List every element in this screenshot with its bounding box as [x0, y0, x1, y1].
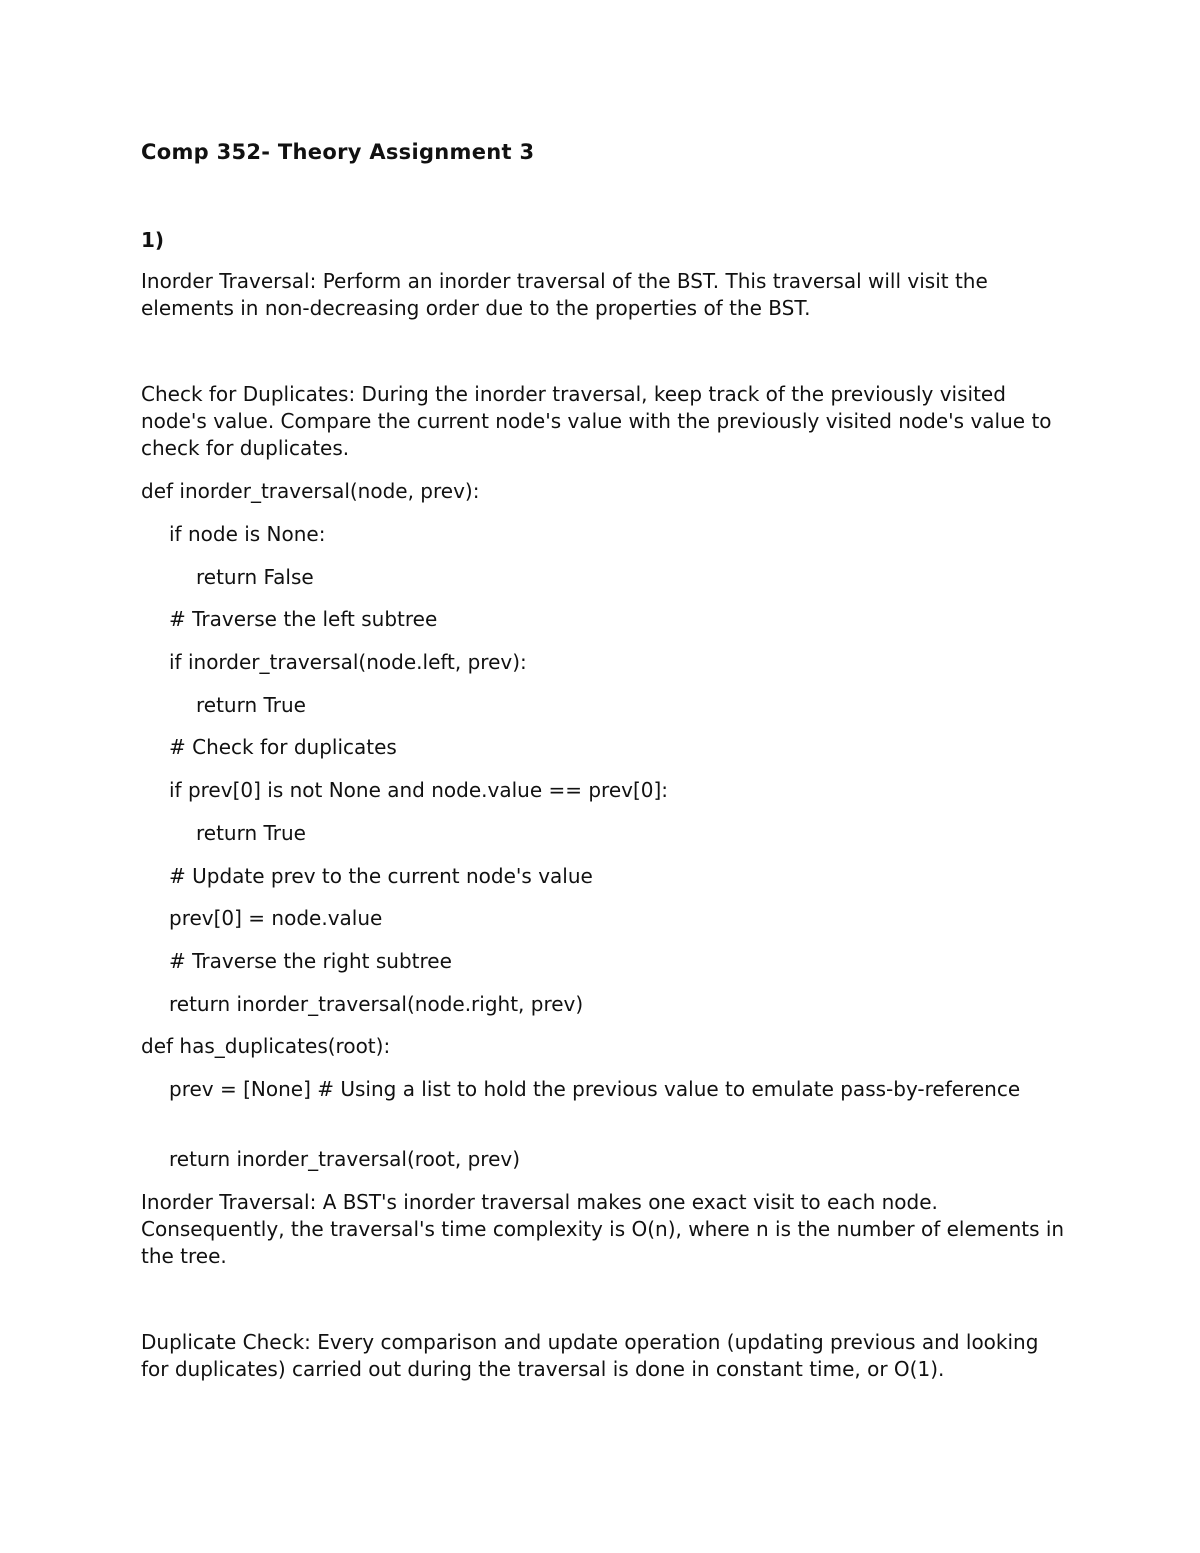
complexity-paragraph: Inorder Traversal: A BST's inorder traversal makes one exact visit to each node. Consequently, the traversal's time complexity is O(n), where n is the number of elements in the tree. — [141, 1190, 1065, 1268]
code-line-10: # Update prev to the current node's value — [169, 864, 593, 888]
code-line-8: if prev[0] is not None and node.value == prev[0]: — [169, 778, 669, 802]
code-line-14: def has_duplicates(root): — [141, 1034, 391, 1058]
code-line-6: return True — [196, 693, 306, 717]
code-line-15: prev = [None] # Using a list to hold the previous value to emulate pass-by-reference — [169, 1077, 1021, 1101]
document-title: Comp 352- Theory Assignment 3 — [141, 140, 535, 164]
code-line-11: prev[0] = node.value — [169, 906, 383, 930]
intro-paragraph: Inorder Traversal: Perform an inorder traversal of the BST. This traversal will visit the elements in non-decreasing order due to the properties of the BST. — [141, 269, 988, 320]
code-line-7: # Check for duplicates — [169, 735, 397, 759]
code-line-1: def inorder_traversal(node, prev): — [141, 479, 480, 503]
code-line-2: if node is None: — [169, 522, 326, 546]
code-line-9: return True — [196, 821, 306, 845]
code-line-16: return inorder_traversal(root, prev) — [169, 1147, 521, 1171]
question-number: 1) — [141, 228, 165, 252]
duplicate-check-paragraph: Duplicate Check: Every comparison and update operation (updating previous and looking for duplicates) carried out during the traversal is done in constant time, or O(1). — [141, 1330, 1039, 1381]
duplicates-paragraph: Check for Duplicates: During the inorder traversal, keep track of the previously visited node's value. Compare the current node's value with the previously visited node's value to check for duplicates. — [141, 382, 1052, 460]
code-line-4: # Traverse the left subtree — [169, 607, 438, 631]
code-line-13: return inorder_traversal(node.right, prev) — [169, 992, 584, 1016]
code-line-3: return False — [196, 565, 314, 589]
code-line-5: if inorder_traversal(node.left, prev): — [169, 650, 527, 674]
code-line-12: # Traverse the right subtree — [169, 949, 452, 973]
